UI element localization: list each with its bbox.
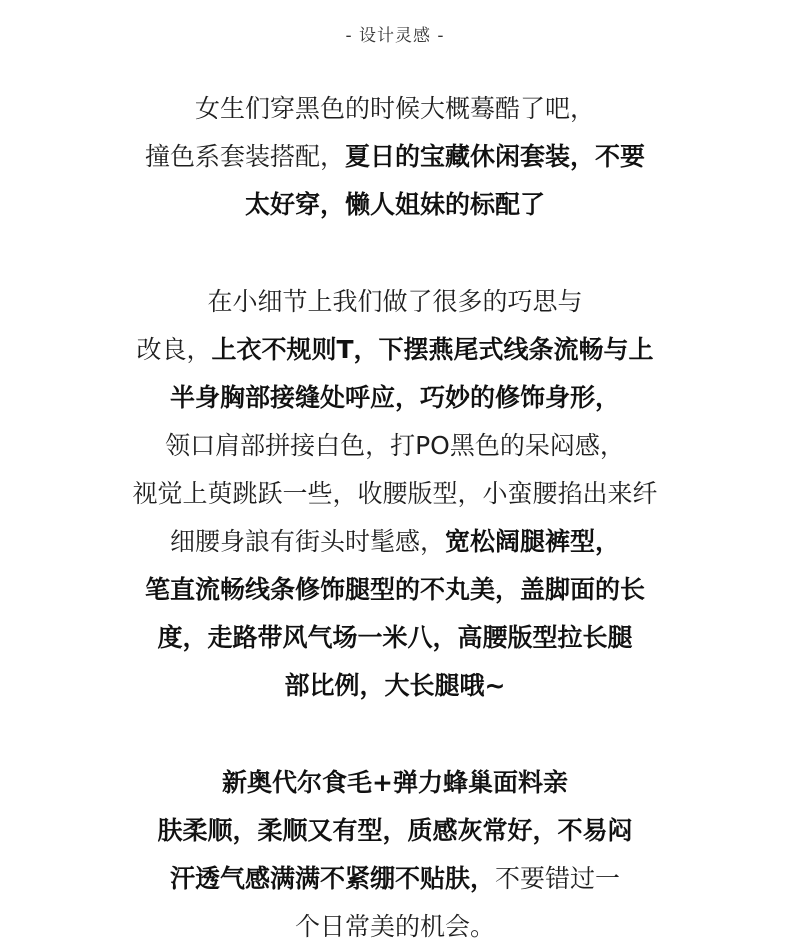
bold-text-segment: 新奥代尔食毛+弹力蜂巢面料亲 [222,768,568,797]
text-line [0,903,790,951]
text-line [0,807,790,855]
text-line [0,759,790,807]
bold-text-segment: 笔直流畅线条修饰腿型的不丸美，盖脚面的长 [144,575,645,604]
bold-text-segment: 太好穿，懒人姐妹的标配了 [244,190,545,219]
bold-text-segment: 汗透气感满满不紧绷不贴肤， [169,864,495,893]
text-segment: 细腰身誏有街头时髦感， [169,527,445,556]
text-segment: 领口肩部拼接白色，打PO黑色的呆闷感， [165,431,625,460]
bold-text-segment: 部比例，大长腿哦~ [284,671,506,700]
bold-text-segment: 上衣不规则T，下摆燕尾式线条流畅与上 [211,335,654,364]
text-segment: 视觉上萸跳跃一些，收腰版型，小蛮腰掐出来纤 [132,479,658,508]
text-line [0,566,790,614]
design-details-paragraph [0,278,790,710]
text-line [0,133,790,181]
text-line [0,518,790,566]
text-line [0,85,790,133]
text-segment: 不要错过一 [495,864,621,893]
text-line [0,422,790,470]
text-segment: 改良， [136,335,212,364]
text-line [0,374,790,422]
text-segment: 撞色系套装搭配， [144,142,345,171]
bold-text-segment: 肤柔顺，柔顺又有型，质感灰常好，不易闷 [157,816,633,845]
text-line [0,662,790,710]
bold-text-segment: 半身胸部接缝处呼应，巧妙的修饰身形， [169,383,620,412]
bold-text-segment: 宽松阔腿裤型， [445,527,621,556]
text-line [0,278,790,326]
bold-text-segment: 夏日的宝藏休闲套装，不要 [345,142,646,171]
design-inspiration-paragraph-1 [0,85,790,229]
section-title: - 设计灵感 - [345,26,445,46]
text-line [0,181,790,229]
bold-text-segment: 度，走路带风气场一米八，高腰版型拉长腿 [157,623,633,652]
text-segment: 女生们穿黑色的时候大概蓦酷了吧， [194,94,595,123]
text-line [0,614,790,662]
text-line [0,326,790,374]
text-line [0,470,790,518]
fabric-paragraph [0,759,790,951]
text-line [0,855,790,903]
text-segment: 个日常美的机会。 [294,912,495,941]
text-segment: 在小细节上我们做了很多的巧思与 [207,287,583,316]
